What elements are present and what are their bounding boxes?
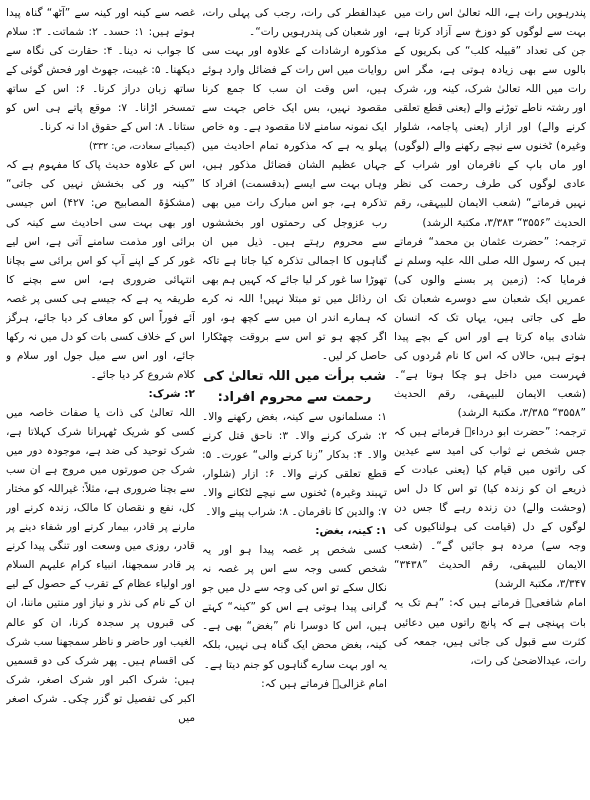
left-paragraph-shirk: اللہ تعالیٰ کی ذات یا صفات خاصہ میں کسی کو شریک ٹھہرانا شرک کہلاتا ہے، شرک توحید کی ضد ہے، موجودہ دور میں شرک جن صورتوں میں مروج ہے ان سب سے بچنا ضروری ہے، مثلاً: غیراللہ کو مختار کل، نفع و نقصان کا مالک، زندہ کرنے اور مارنے پر قادر، بیمار کرنے اور شفاء دینے پر قادر، روزی میں وسعت اور تنگی پیدا کرنے پر قادر سمجھنا، انبیاء کرام علیہم السلام اور اولیاء عظام کے تقرب کے حصول کے لیے ان کے نام کی نذر و نیاز اور منتیں ماننا، ان کی قبروں پر سجدہ کرنا، ان کو عالم الغیب اور حاضر و ناظر سمجھنا سب شرک کی اقسام ہیں۔ پھر شرک کی دو قسمیں ہیں: شرک اکبر اور شرک اصغر، شرک اکبر کی تفصیل تو گزر چکی۔ شرک اصغر میں xyxy=(6,406,195,724)
right-paragraph-imam-shafi: امام شافعیؒ فرماتے ہیں کہ: ”ہم تک یہ بات پہنچی ہے کہ پانچ راتوں میں دعائیں کثرت سے قبول کی جاتی ہیں، جمعہ کی رات، عیدالاضحیٰ کی رات، xyxy=(394,597,586,667)
middle-paragraph-context: مذکورہ ارشادات کے علاوہ اور بہت سی روایات میں اس رات کے فضائل وارد ہوئے ہیں، اس وقت ان سب کا جمع کرنا مقصود نہیں، بس ایک خاص جہت سے ایک نمونہ سامنے لانا مقصود ہے۔ وہ خاص پہلو یہ ہے کہ مذکورہ تمام احادیث میں جہاں عظیم الشان فضائل مذکور ہیں، وہاں بہت سے ایسے (بدقسمت) افراد کا تذکرہ ہے، جو اس مبارک رات میں بھی رب عزوجل کی رحمتوں اور بخششوں سے محروم رہتے ہیں۔ ذیل میں ان گناہوں کا اجمالی تذکرہ کیا جاتا ہے تاکہ تھوڑا سا غور کر لیا جائے کہ کہیں ہم بھی ان رذائل میں تو مبتلا نہیں! اللہ نہ کرے کہ ہمارے اندر ان میں سے کچھ ہو، اور اگر کچھ ہو تو اس سے بروقت چھٹکارا حاصل کر لیں۔ xyxy=(202,45,387,362)
left-paragraph-remedy: اس کے علاوہ حدیث پاک کا مفہوم ہے کہ ”کینہ ور کی بخشش نہیں کی جاتی“ (مشکوٰۃ المصابیح ص: ۴۲۷) اس جیسی اور بھی بہت سی احادیث سے کینہ کی برائی اور مذمت سامنے آتی ہے، اس لیے غور کر کے اپنے آپ کو اس برائی سے بچانا انتہائی ضروری ہے، اس سے بچنے کا طریقہ یہ ہے کہ جیسے ہی کسی پر غصہ آئے فوراً اس کو معاف کر دیا جائے، ہرگز اس کے خلاف کسی بات کو دل میں نہ رکھا جائے، اور اس سے میل جول اور سلام و کلام شروع کر دیا جائے۔ xyxy=(6,159,195,381)
citation-kimiya: (کیمیائے سعادت، ص: ۳۳۲) xyxy=(88,141,195,153)
right-paragraph-hadith-1: پندرہویں رات ہے، اللہ تعالیٰ اس رات میں بہت سے لوگوں کو دوزخ سے آزاد کرتا ہے، جن کی تعداد ”قبیلہ کلب“ کی بکریوں کے بالوں سے بھی زیادہ ہوتی ہے، مگر اس رات میں اللہ تعالیٰ شرک، کینہ ور، شرک اور رشتہ ناطے توڑنے والے (یعنی قطع تعلقی کرنے والے) اور ازار (یعنی پاجامہ، شلوار وغیرہ) ٹخنوں سے نیچے رکھنے والے (لوگوں) اور ماں باپ کے نافرمان اور شراب کے عادی لوگوں کی طرف رحمت کی نظر نہیں فرماتے“ (شعب الایمان للبیہقی، رقم الحدیث ”۳۵۵۶“ ۳/۳۸۳، مکتبۃ الرشد) xyxy=(394,7,586,229)
middle-paragraph-intro: عیدالفطر کی رات، رجب کی پہلی رات، اور شعبان کی پندرہویں رات“۔ xyxy=(202,7,387,39)
right-paragraph-hadith-3: ترجمہ: ”حضرت ابو درداءؓ فرماتے ہیں کہ جس شخص نے ثواب کی امید سے عیدین کی راتوں میں قیام کیا (یعنی عبادت کے ذریعے ان کو زندہ کیا) تو اس کا دل اس (وحشت والے) دن زندہ رہے گا جس دن لوگوں کے دل (قیامت کی ہولناکیوں کی وجہ سے) مردہ ہو جائیں گے“۔ (شعب الایمان للبیہقی، رقم الحدیث ”۳۴۳۸“ ۳/۳۴۷، مکتبۃ الرشد) xyxy=(394,426,586,591)
right-column xyxy=(394,4,586,796)
subheading-shirk: ۲: شرک: xyxy=(148,387,195,400)
middle-paragraph-hatred: کسی شخص پر غصہ پیدا ہو اور یہ شخص کسی وجہ سے اس پر غصہ نہ نکال سکے تو اس کی وجہ سے دل میں جو گرانی پیدا ہوتی ہے اس کو ”کینہ“ کہتے ہیں، اس کا دوسرا نام ”بغض“ بھی ہے۔ کینہ، بغض محض ایک گناہ ہی نہیں، بلکہ یہ اور بہت سارے گناہوں کو جنم دیتا ہے۔ xyxy=(202,544,387,671)
middle-column xyxy=(202,4,387,796)
subheading-hatred: ۱: کینہ، بغض: xyxy=(315,525,387,538)
middle-paragraph-ghazali: امام غزالیؒ فرماتے ہیں کہ: xyxy=(261,677,387,690)
left-paragraph-sins: غصہ سے کینہ اور کینہ سے ”آٹھ“ گناہ پیدا ہوتے ہیں: ۱: حسد۔ ۲: شماتت۔ ۳: سلام کا جواب نہ دینا۔ ۴: حقارت کی نگاہ سے دیکھنا۔ ۵: غیبت، جھوٹ اور فحش گوئی کے ساتھ زبان دراز کرنا۔ ۶: اس کے ساتھ تمسخر اڑانا۔ ۷: موقع پاتے ہی اس کو ستانا۔ ۸: اس کے حقوق ادا نہ کرنا۔ xyxy=(6,7,195,134)
section-heading: شب برأت میں اللہ تعالیٰ کی رحمت سے محروم افراد: xyxy=(203,368,386,405)
right-paragraph-hadith-2: ترجمہ: ”حضرت عثمان بن محمد“ فرماتے ہیں کہ رسول اللہ صلی اللہ علیہ وسلم نے فرمایا کہ: (زمین پر بسنے والوں کی) عمریں ایک شعبان سے دوسرے شعبان تک طے کی جاتی ہیں، یہاں تک کہ انسان شادی بیاہ کرتا ہے اور اس کے بچے پیدا ہوتے ہیں، حالاں کہ اس کا نام مُردوں کی فہرست میں داخل ہو چکا ہوتا ہے“۔ (شعب الایمان للبیہقی، رقم الحدیث ”۳۵۵۸“ ۳/۳۸۵، مکتبۃ الرشد) xyxy=(394,235,586,419)
left-column xyxy=(6,4,195,796)
deprived-list: ۱: مسلمانوں سے کینہ، بغض رکھنے والا۔ ۲: شرک کرنے والا۔ ۳: ناحق قتل کرنے والا۔ ۴: بدکار ”زنا کرنے والی“ عورت۔ ۵: قطع تعلقی کرنے والا۔ ۶: ازار (شلوار، تہبند وغیرہ) ٹخنوں سے نیچے لٹکانے والا۔ ۷: والدین کا نافرمان۔ ۸: شراب پینے والا۔ xyxy=(202,410,387,519)
